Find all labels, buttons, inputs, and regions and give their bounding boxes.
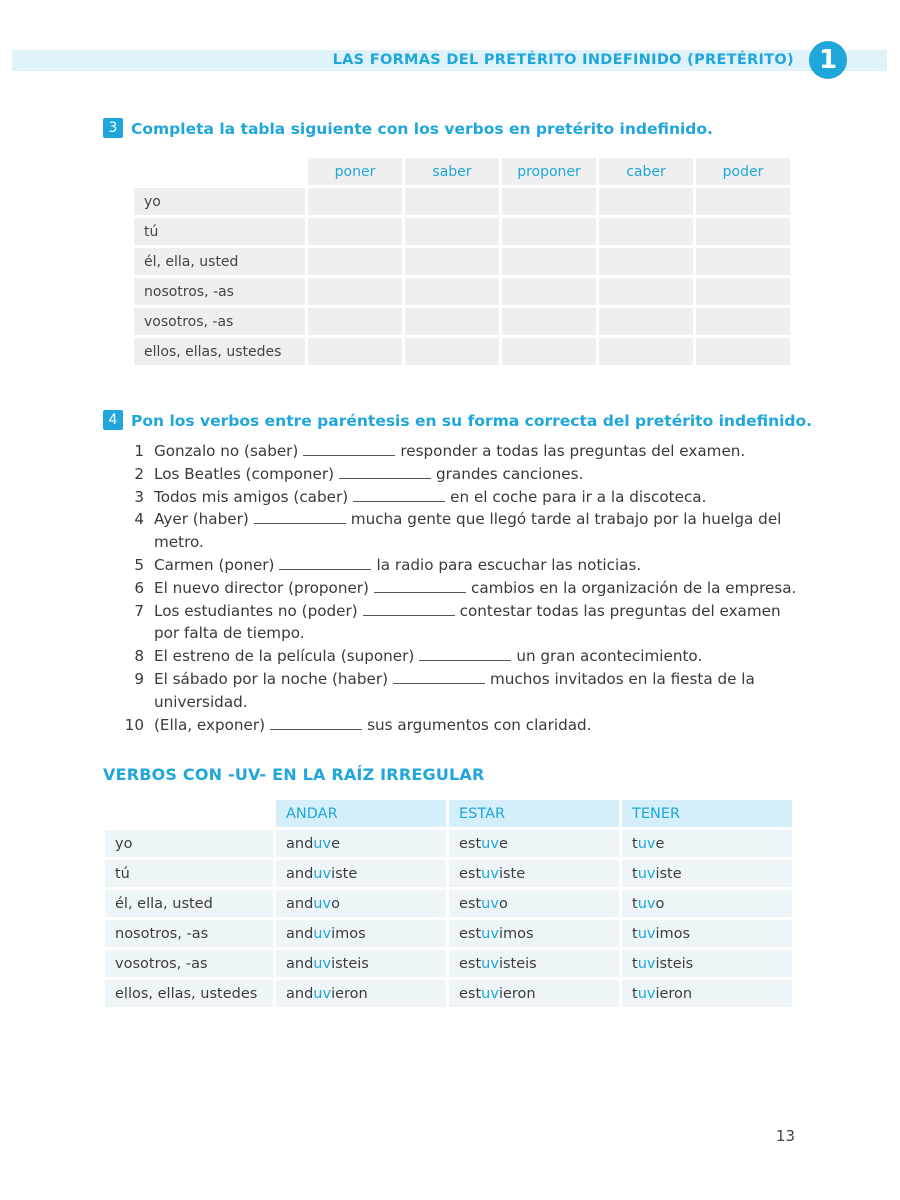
item-prompt: Ayer (haber) xyxy=(154,510,249,529)
verb-ending: o xyxy=(331,895,340,912)
exercise-4-heading xyxy=(103,412,812,430)
item-prompt: El nuevo director (proponer) xyxy=(154,578,369,597)
item-continuation: la radio para escuchar las noticias. xyxy=(376,555,642,574)
answer-blank[interactable] xyxy=(279,555,371,570)
pronoun-cell: yo xyxy=(105,830,273,857)
answer-cell[interactable] xyxy=(599,218,693,245)
irregular-uv-highlight: uv xyxy=(481,835,499,852)
table-row xyxy=(134,218,790,245)
item-number: 8 xyxy=(134,647,144,666)
item-continuation: sus argumentos con claridad. xyxy=(367,715,592,734)
item-text xyxy=(154,508,804,554)
verb-stem: t xyxy=(632,865,638,882)
answer-blank[interactable] xyxy=(303,441,395,456)
verb-form-cell xyxy=(622,890,792,917)
section-title: VERBOS CON -UV- EN LA RAÍZ IRREGULAR xyxy=(103,765,485,784)
irregular-uv-highlight: uv xyxy=(313,865,332,882)
pronoun-cell: vosotros, -as xyxy=(105,950,273,977)
column-header: ESTAR xyxy=(449,800,619,827)
item-number: 1 xyxy=(134,442,144,460)
exercise-3-heading xyxy=(103,120,713,138)
item-continuation: grandes canciones. xyxy=(436,464,584,483)
verb-form-cell xyxy=(449,950,619,977)
irregular-uv-highlight: uv xyxy=(637,955,656,972)
list-item xyxy=(114,600,804,646)
item-continuation: en el coche para ir a la discoteca. xyxy=(450,487,707,506)
answer-cell[interactable] xyxy=(599,278,693,305)
answer-cell[interactable] xyxy=(405,308,499,335)
item-text xyxy=(154,714,804,737)
exercise-4-list xyxy=(114,440,804,736)
item-text xyxy=(154,668,804,714)
table-row xyxy=(134,278,790,305)
verb-form-cell xyxy=(276,980,446,1007)
irregular-uv-highlight: uv xyxy=(313,925,332,942)
verb-stem: est xyxy=(459,895,482,912)
item-prompt: El estreno de la película (suponer) xyxy=(154,647,415,666)
verb-stem: and xyxy=(286,895,314,912)
verb-stem: est xyxy=(459,865,482,882)
verb-ending: isteis xyxy=(498,955,537,972)
answer-cell[interactable] xyxy=(308,338,402,365)
item-continuation: un gran acontecimiento. xyxy=(516,647,703,666)
pronoun-cell: nosotros, -as xyxy=(134,278,305,305)
table-corner xyxy=(134,158,305,185)
irregular-uv-highlight: uv xyxy=(481,985,499,1002)
page-number: 13 xyxy=(775,1127,795,1145)
verb-stem: and xyxy=(286,835,314,852)
verb-stem: t xyxy=(632,895,638,912)
item-prompt: Gonzalo no (saber) xyxy=(154,442,299,460)
answer-cell[interactable] xyxy=(308,218,402,245)
answer-blank[interactable] xyxy=(339,464,431,479)
column-header: caber xyxy=(599,158,693,185)
verb-ending: iste xyxy=(498,865,526,882)
column-header: poner xyxy=(308,158,402,185)
answer-cell[interactable] xyxy=(405,248,499,275)
table-row xyxy=(105,980,792,1007)
verb-ending: isteis xyxy=(655,955,694,972)
irregular-uv-highlight: uv xyxy=(637,985,656,1002)
item-text xyxy=(154,554,804,577)
column-header: saber xyxy=(405,158,499,185)
answer-cell[interactable] xyxy=(599,248,693,275)
item-continuation: muchos invitados en la fiesta de la universidad. xyxy=(154,669,755,711)
verb-ending: o xyxy=(498,895,508,912)
verb-ending: ieron xyxy=(498,985,536,1002)
list-item xyxy=(114,486,804,509)
answer-blank[interactable] xyxy=(254,509,346,524)
answer-cell[interactable] xyxy=(502,278,596,305)
verb-form-cell xyxy=(276,920,446,947)
item-number: 10 xyxy=(124,715,144,734)
pronoun-cell: ellos, ellas, ustedes xyxy=(105,980,273,1007)
verb-stem: t xyxy=(632,835,638,852)
item-number: 4 xyxy=(134,510,144,529)
list-item xyxy=(114,645,804,668)
verb-ending: imos xyxy=(331,925,366,942)
item-continuation: responder a todas las preguntas del examen. xyxy=(400,442,746,460)
verb-form-cell xyxy=(622,860,792,887)
verb-ending: ieron xyxy=(331,985,368,1002)
answer-cell[interactable] xyxy=(599,338,693,365)
verb-form-cell xyxy=(449,920,619,947)
irregular-uv-highlight: uv xyxy=(637,835,656,852)
verb-ending: iste xyxy=(331,865,358,882)
irregular-uv-highlight: uv xyxy=(481,925,499,942)
answer-cell[interactable] xyxy=(405,188,499,215)
answer-cell[interactable] xyxy=(308,278,402,305)
pronoun-cell: él, ella, usted xyxy=(105,890,273,917)
verb-ending: imos xyxy=(498,925,534,942)
answer-cell[interactable] xyxy=(308,308,402,335)
irregular-uv-highlight: uv xyxy=(481,955,499,972)
list-item xyxy=(114,508,804,554)
table-row xyxy=(134,308,790,335)
table-row xyxy=(105,920,792,947)
item-text xyxy=(154,463,804,486)
answer-cell[interactable] xyxy=(696,308,790,335)
list-item xyxy=(114,577,804,600)
answer-cell[interactable] xyxy=(405,278,499,305)
verb-form-cell xyxy=(276,830,446,857)
item-text xyxy=(154,486,804,509)
item-prompt: Los estudiantes no (poder) xyxy=(154,601,358,620)
verb-stem: and xyxy=(286,925,314,942)
list-item xyxy=(114,714,804,737)
irregular-uv-highlight: uv xyxy=(637,895,656,912)
pronoun-cell: tú xyxy=(105,860,273,887)
verb-stem: est xyxy=(459,835,482,852)
chapter-badge: 1 xyxy=(809,41,847,79)
item-prompt: Los Beatles (componer) xyxy=(154,464,334,483)
item-number: 5 xyxy=(134,555,144,574)
item-number: 6 xyxy=(134,578,144,597)
irregular-uv-highlight: uv xyxy=(481,865,499,882)
verb-stem: est xyxy=(459,955,482,972)
verb-ending: imos xyxy=(655,925,691,942)
verb-ending: e xyxy=(655,835,665,852)
item-text xyxy=(154,645,804,668)
item-number: 3 xyxy=(134,487,144,506)
answer-cell[interactable] xyxy=(502,188,596,215)
table-row xyxy=(134,248,790,275)
item-text xyxy=(154,577,804,600)
verb-stem: and xyxy=(286,955,314,972)
column-header: proponer xyxy=(502,158,596,185)
item-prompt: (Ella, exponer) xyxy=(154,715,266,734)
conjugation-table-exercise-3 xyxy=(131,155,793,368)
item-continuation: contestar todas las preguntas del examen por falta de tiempo. xyxy=(154,601,781,643)
exercise-instruction: Pon los verbos entre paréntesis en su forma correcta del pretérito indefinido. xyxy=(131,412,813,430)
verb-form-cell xyxy=(622,950,792,977)
irregular-uv-highlight: uv xyxy=(313,955,332,972)
answer-cell[interactable] xyxy=(599,308,693,335)
answer-cell[interactable] xyxy=(502,248,596,275)
irregular-uv-highlight: uv xyxy=(637,925,656,942)
answer-cell[interactable] xyxy=(308,248,402,275)
verb-form-cell xyxy=(276,950,446,977)
column-header: ANDAR xyxy=(276,800,446,827)
pronoun-cell: nosotros, -as xyxy=(105,920,273,947)
answer-cell[interactable] xyxy=(405,338,499,365)
verb-ending: o xyxy=(655,895,665,912)
item-number: 9 xyxy=(134,669,144,688)
answer-cell[interactable] xyxy=(696,338,790,365)
item-number: 7 xyxy=(134,601,144,620)
list-item xyxy=(114,554,804,577)
answer-cell[interactable] xyxy=(308,188,402,215)
table-row xyxy=(134,338,790,365)
verb-form-cell xyxy=(276,860,446,887)
verb-stem: est xyxy=(459,985,482,1002)
item-number: 2 xyxy=(134,464,144,483)
answer-cell[interactable] xyxy=(502,308,596,335)
item-text xyxy=(154,440,804,463)
verb-stem: and xyxy=(286,985,314,1002)
pronoun-cell: yo xyxy=(134,188,305,215)
item-text xyxy=(154,600,804,646)
pronoun-cell: ellos, ellas, ustedes xyxy=(134,338,305,365)
table-row xyxy=(105,830,792,857)
item-prompt: Todos mis amigos (caber) xyxy=(154,487,349,506)
item-prompt: El sábado por la noche (haber) xyxy=(154,669,389,688)
answer-cell[interactable] xyxy=(696,278,790,305)
verb-form-cell xyxy=(622,980,792,1007)
pronoun-cell: él, ella, usted xyxy=(134,248,305,275)
irregular-uv-highlight: uv xyxy=(313,985,332,1002)
table-row xyxy=(105,860,792,887)
verb-form-cell xyxy=(276,890,446,917)
irregular-uv-highlight: uv xyxy=(637,865,656,882)
answer-cell[interactable] xyxy=(599,188,693,215)
uv-verbs-table xyxy=(102,797,795,1010)
verb-form-cell xyxy=(449,890,619,917)
verb-form-cell xyxy=(622,830,792,857)
table-row xyxy=(105,890,792,917)
verb-form-cell xyxy=(449,860,619,887)
verb-ending: iste xyxy=(655,865,682,882)
verb-form-cell xyxy=(622,920,792,947)
irregular-uv-highlight: uv xyxy=(313,895,332,912)
pronoun-cell: tú xyxy=(134,218,305,245)
verb-stem: est xyxy=(459,925,482,942)
verb-form-cell xyxy=(449,830,619,857)
verb-stem: t xyxy=(632,955,638,972)
verb-ending: e xyxy=(498,835,508,852)
exercise-instruction: Completa la tabla siguiente con los verbos en pretérito indefinido. xyxy=(131,120,713,138)
table-row xyxy=(105,950,792,977)
exercise-number: 3 xyxy=(103,118,123,138)
answer-blank[interactable] xyxy=(270,715,362,730)
verb-ending: isteis xyxy=(331,955,369,972)
list-item xyxy=(114,463,804,486)
verb-ending: e xyxy=(331,835,340,852)
answer-blank[interactable] xyxy=(419,646,511,661)
verb-stem: t xyxy=(632,985,638,1002)
answer-cell[interactable] xyxy=(696,218,790,245)
table-row xyxy=(134,188,790,215)
answer-cell[interactable] xyxy=(502,338,596,365)
answer-blank[interactable] xyxy=(393,669,485,684)
answer-blank[interactable] xyxy=(374,578,466,593)
item-continuation: mucha gente que llegó tarde al trabajo por la huelga del metro. xyxy=(154,510,782,552)
verb-stem: t xyxy=(632,925,638,942)
answer-cell[interactable] xyxy=(502,218,596,245)
pronoun-cell: vosotros, -as xyxy=(134,308,305,335)
column-header: poder xyxy=(696,158,790,185)
irregular-uv-highlight: uv xyxy=(481,895,499,912)
list-item xyxy=(114,668,804,714)
list-item xyxy=(114,440,804,463)
answer-cell[interactable] xyxy=(696,248,790,275)
item-continuation: cambios en la organización de la empresa. xyxy=(470,578,797,597)
answer-blank[interactable] xyxy=(363,601,455,616)
verb-stem: and xyxy=(286,865,314,882)
exercise-number: 4 xyxy=(103,410,123,430)
item-prompt: Carmen (poner) xyxy=(154,555,275,574)
verb-ending: ieron xyxy=(655,985,693,1002)
verb-form-cell xyxy=(449,980,619,1007)
answer-cell[interactable] xyxy=(696,188,790,215)
column-header: TENER xyxy=(622,800,792,827)
table-corner xyxy=(105,800,273,827)
page-header-title: LAS FORMAS DEL PRETÉRITO INDEFINIDO (PRETÉRITO) xyxy=(332,52,794,68)
answer-cell[interactable] xyxy=(405,218,499,245)
answer-blank[interactable] xyxy=(353,487,445,502)
irregular-uv-highlight: uv xyxy=(313,835,332,852)
